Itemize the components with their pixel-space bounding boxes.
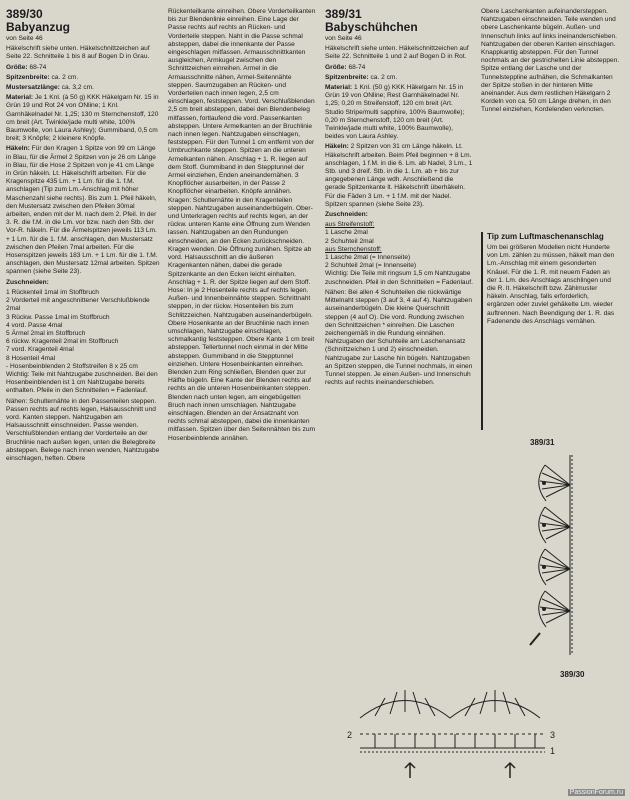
important-note: Wichtig: Teile mit Nahtzugabe zuschneiden. Bei den Hosenbeinblenden ist 1 cm Nahtzugabe bereits enthalten. Pfeile in den Schnitteilen = Fadenlauf. [6, 370, 158, 395]
width-line [325, 74, 473, 82]
cutting-item: 7 vord. Kragenteil 4mal [6, 346, 74, 354]
width-label: Spitzenbreite: [325, 73, 369, 81]
size-value: 68-74 [348, 63, 366, 71]
material-label: Material: [325, 84, 353, 92]
material-para [6, 94, 160, 143]
cutting-sub-label: aus Streifenstoff: [325, 221, 375, 229]
continued-text: Obere Laschenkanten aufeinandersteppen. Nahtzugaben einschneiden. Teile wenden und obere Laschenkante bügeln. Außen- und Innenschuh links auf links ineinanderschieben. Nahtzugaben der oberen Kanten einschlagen. Knappkantig absteppen. Für den Tunnel nochmals an der gestrichelten Linie absteppen. Spitze entlang der Lasche und der Tunnelsteppline aufnähen, die Schmalkanten der Spitze stoßen in der hinteren Mitte aneinander. Aus dem restlichen Häkelgarn 2 Kordeln von ca. 50 cm Länge drehen, in den Tunnel einziehen, Kordelenden verknoten. [481, 8, 620, 114]
crochet-chart-shoes [500, 455, 590, 655]
reference: von Seite 46 [325, 35, 362, 42]
important-note: Wichtig: Die Teile mit ringsum 1,5 cm Nahtzugabe zuschneiden. Pfeil in den Schnitteilen = Fadenlauf. [325, 270, 473, 286]
cutting-item: - Hosenbeinblenden 2 Stoffstreifen 8 x 25 cm [6, 362, 138, 370]
size-label: Größe: [6, 63, 28, 71]
cutting-item: 1 Rückenteil 1mal im Stoffbruch [6, 288, 99, 296]
size-line [6, 64, 160, 72]
size-value: 68-74 [29, 63, 47, 71]
cutting-list [6, 289, 160, 371]
cutting-label: Zuschneiden: [6, 278, 49, 286]
column-continued [168, 8, 316, 796]
pattern-title: Babyanzug [6, 20, 71, 34]
cutting-item: 1 Lasche 2mal [325, 229, 368, 237]
tip-box [481, 232, 617, 430]
tip-text: Um bei größeren Modellen nicht Hunderte von Lm. zählen zu müssen, häkelt man den Lm.-Anschlag mit einem gesonderten Knäuel. Für die 1. R. mit neuem Faden an der 1. Lm. des Anschlags anschlingen und die R. lt. Häkelschrift bzw. Zählmuster häkeln. Anschlag, falls erforderlich, ergänzen oder zuviel gehäkelte Lm. wieder auftrennen. Nach Beendigung der 1. R. das Fadenende des Anschlags vernähen. [487, 244, 615, 325]
crochet-chart-suit [345, 678, 570, 788]
sewing-text: Nähen: Schulternähte in den Passenteilen steppen. Passen rechts auf rechts legen, Halsausschnitt und vord. Kanten steppen. Nahtzugaben am Halsausschnitt einschneiden. Passe wenden. Verschlußblenden entlang der Vorderteile an der Bruchlinie nach außen legen, unten die Belegbreite absteppen. Belege nach innen wenden, Nahtzugabe einschlagen, heften. Obere [6, 397, 160, 462]
crochet-text: Für den Kragen 1 Spitze von 99 cm Länge in Blau, für die Ärmel 2 Spitzen von je 26 cm Länge in Blau, für die Hose 2 Spitzen von je 41 cm Länge in Grün häkeln. Lt. Häkelschrift arbeiten. Für die Kragenspitze 435 Lm. + 1 Lm. für die 1. f.M. anschlagen (Tip zum Lm.-Anschlag mit höher Maschenzahl siehe rechts). Bis zum 1. Pfeil häkeln, den Mustersatz zwischen den Pfeilen 30mal arbeiten, enden mit der M. nach dem 2. Pfeil. In der 3. R. die f.M. in die Lm. vor bzw. nach den Stb. der Vor-R. häkeln. Für die Ärmelspitzen jeweils 113 Lm. + 1 Lm. für die 1. f.M. anschlagen, den Mustersatz zwischen den Pfeilen 7mal arbeiten. Für die Hosenspitzen jeweils 183 Lm. + 1 Lm. für die 1. f.M. anschlagen, den Mustersatz 12mal arbeiten. Spitzen spannen (siehe Seite 23). [6, 145, 160, 276]
pattern-number: 389/30 [6, 8, 43, 21]
material-text: 1 Knl. (50 g) KKK Häkelgarn Nr. 15 in Grün 19 von ONline; Rest Garnhäkelnadel Nr. 1,25; 0,20 m Streifenstoff, 120 cm breit (Art. Studio Stripe/multi sapphire, 100% Baumwolle); 0,20 m Sternchenstoff, 120 cm breit (Art. Twinkle/jade multi white, 100% Baumwolle), beides von Laura Ashley. [325, 84, 465, 141]
diagram-label-suit: 389/30 [560, 670, 585, 679]
size-line [325, 64, 473, 72]
cutting-item: 2 Vorderteil mit angeschnittener Verschlußblende 2mal [6, 297, 150, 313]
watermark-footer: PassionForum.ru [569, 789, 623, 796]
cutting-label: Zuschneiden: [325, 211, 368, 219]
cutting-item: 8 Hosenteil 4mal [6, 354, 56, 362]
crochet-label: Häkeln: [325, 143, 349, 151]
row-number: 1 [550, 746, 556, 756]
material-label: Material: [6, 94, 34, 102]
row-number: 3 [550, 730, 556, 740]
reference: von Seite 46 [6, 35, 43, 42]
crochet-text: 2 Spitzen von 31 cm Länge häkeln. Lt. Häkelschrift arbeiten. Beim Pfeil beginnen + 8 Lm. anschlagen, 1 f.M. in die 6. Lm. ab Nadel, 3 Lm., 1 Stb. und 3 dreif. Stb. in die 1. Lm. ab + bis zur angegebenen Länge wdh. Anschließend die gerade Spitzenkante lt. Häkelschrift überhäkeln. Für die Fäden 3 Lm. + 1 f.M. mit der Nadel. Spitzen spannen (siehe Seite 23). [325, 143, 473, 208]
sewing-text: Nähen: Bei allen 4 Schuhteilen die rückwärtige Mittelnaht steppen (3 auf 3, 4 auf 4). Nahtzugaben auseinanderbügeln. Die kleine Querschnitt steppen (4 auf O). Die vord. Rundung zwischen den Schnittzeichen * einreihen. Die Laschen zeichengemäß in die Rundung einnähen. Nahtzugaben der Schuhteile am Laschenansatz (Schnittzeichen 1 und 2) einschneiden. Nahtzugabe zur Lasche hin bügeln. Nahtzugaben an Spitzen steppen, die Tunnel nochmals, in einen Tunnel steppen. Je einen Außen- und Innenschuh rechts auf rechts ineinanderschieben. [325, 288, 473, 387]
column-babyanzug [6, 8, 160, 796]
size-label: Größe: [325, 63, 347, 71]
continued-text: Rückenteilkante einreihen. Obere Vorderteilkanten bis zur Blendenlinie einreihen. Eine Lage der Passe rechts auf rechts an Rücken- und Vorderteile steppen. Naht in die Passe schmal absteppen, dabei die innenkante der Passe eingeschlagen mitfassen. Armausschnittkanten ausgleichen, Armkugel zwischen den Schnittzeichen einreihen. Armel in die Armausschnitte nähen, Armel-Seitennähte steppen. Saumzugaben an Rücken- und Vorderteilen nach innen legen, 2,5 cm einschlagen, feststeppen. Vord. Verschlußblenden 2,5 cm breit absteppen, dabei den Blendenbeleg mitfassen, fortlaufend die vord. Passenkanten absteppen. Untere Armelkanten an der Bruchlinie nach innen legen. Nahtzugaben einschlagen, feststeppen. Für den Tunnel 1 cm entfernt von der Umbruchkante steppen. Spitzen an die unteren Armelkanten nähen. Anschlag + 1. R. liegen auf dem Stoff. Gummiband in den Stepptunnel der Armel einziehen, Enden aneinandernähen. 3 Knopflöcher ausarbeiten, in der Passe 2 Knopflöcher einarbeiten. Knöpfe annähen. Kragen: Schulternähte in den Kragenteilen steppen. Nahtzugaben auseinanderbügeln. Ober- und Unterkragen rechts auf rechts legen, an der rückw. unteren Kante eine Öffnung zum Wenden lassen. Nahtzugaben an den Rundungen einschneiden, an den Ecken zurückschneiden. Kragen wenden. Die Öffnung zunähen. Spitze ab vord. Halsausschnitt an die äußeren Kragenkanten nähen, dabei die gerade Spitzenkante an den Ecken leicht einhalten. Anschlag + 1. R. der Spitze liegen auf dem Stoff. Hose: In je 2 Hosenteile rechts auf rechts legen. Außen- und Innenbeinnähte steppen. Schrittnaht steppen, in der rückw. Hosenteilen bis zum Schlitzzeichen. Nahtzugaben auseinanderbügeln. Obere Hosenkante an der Bruchlinie nach innen umschlagen, Nahtzugabe einschlagen, schmalkantig feststeppen. Obere Kante 1 cm breit absteppen. Tellertunnel noch einmal in der Mitte absteppen. Gummiband in die Stepptunnel einziehen. Untere Hosenbeinkanten einreihen. Blenden zum Ring schließen, Blenden quer zur Hälfte bügeln. Eine Kante der Blenden rechts auf rechts an die unteren Hosenbeinkanten steppen. Blenden nach unten legen, am eingebügelten Bruch nach innen umschlagen. Nahtzugabe einschlagen. Blenden an der Ansatznaht von rechts schmal absteppen, dabei die innenkanten mitfassen. Spitzen über den Seitennähten bis zum Hosenbeinblende annähen. [168, 8, 316, 442]
row-number: 2 [347, 730, 353, 740]
material-text: Je 1 Knl. (à 50 g) KKK Häkelgarn Nr. 15 in Grün 19 und Rot 24 von ONline; 1 Knl. Garnhäkelnadel Nr. 1,25; 130 m Sternchenstoff, 120 cm breit (Art. Twinkle/jade multi white, 100% Baumwolle, von Laura Ashley); Gummiband, 0,5 cm breit; 3 Knöpfe; 2 kleinere Knöpfe. [6, 94, 159, 143]
intro-text: Häkelschrift siehe unten. Häkelschnittzeichen auf Seite 22. Schnitteile 1 bis 8 auf Bogen D in Grau. [6, 45, 150, 61]
crochet-label: Häkeln: [6, 145, 30, 153]
pattern-title: Babyschühchen [325, 20, 418, 34]
cutting-item: 1 Lasche 2mal (= Innenseite) [325, 254, 411, 262]
cutting-item: 5 Ärmel 2mal im Stoffbruch [6, 329, 86, 337]
cutting-item: 2 Schuhteil 2mal (= Innenseite) [325, 262, 417, 270]
diagram-label-shoes: 389/31 [530, 438, 555, 447]
width-label: Spitzenbreite: [6, 73, 50, 81]
cutting-item: 4 vord. Passe 4mal [6, 321, 63, 329]
cutting-sub-label: aus Sternchenstoff: [325, 245, 382, 253]
crochet-para [6, 145, 160, 276]
pattern-number: 389/31 [325, 8, 362, 21]
width-line [6, 74, 160, 82]
gauge-label: Mustersatzlänge: [6, 84, 60, 92]
tip-title: Tip zum Luftmaschenanschlag [487, 232, 604, 241]
cutting-item: 3 Rückw. Passe 1mal im Stoffbruch [6, 313, 110, 321]
gauge-value: ca. 3,2 cm. [61, 84, 94, 92]
width-value: ca. 2 cm. [51, 73, 79, 81]
material-para [325, 84, 473, 141]
cutting-item: 6 rückw. Kragenteil 2mal im Stoffbruch [6, 338, 119, 346]
crochet-para [325, 143, 473, 209]
column-continued-shoes [481, 8, 621, 228]
intro-text: Häkelschrift siehe unten. Häkelschnittzeichen auf Seite 22. Schnitteile 1 und 2 auf Bogen D in Rot. [325, 45, 469, 61]
width-value: ca. 2 cm. [370, 73, 398, 81]
cutting-item: 2 Schuhteil 2mal [325, 237, 374, 245]
gauge-line [6, 84, 160, 92]
